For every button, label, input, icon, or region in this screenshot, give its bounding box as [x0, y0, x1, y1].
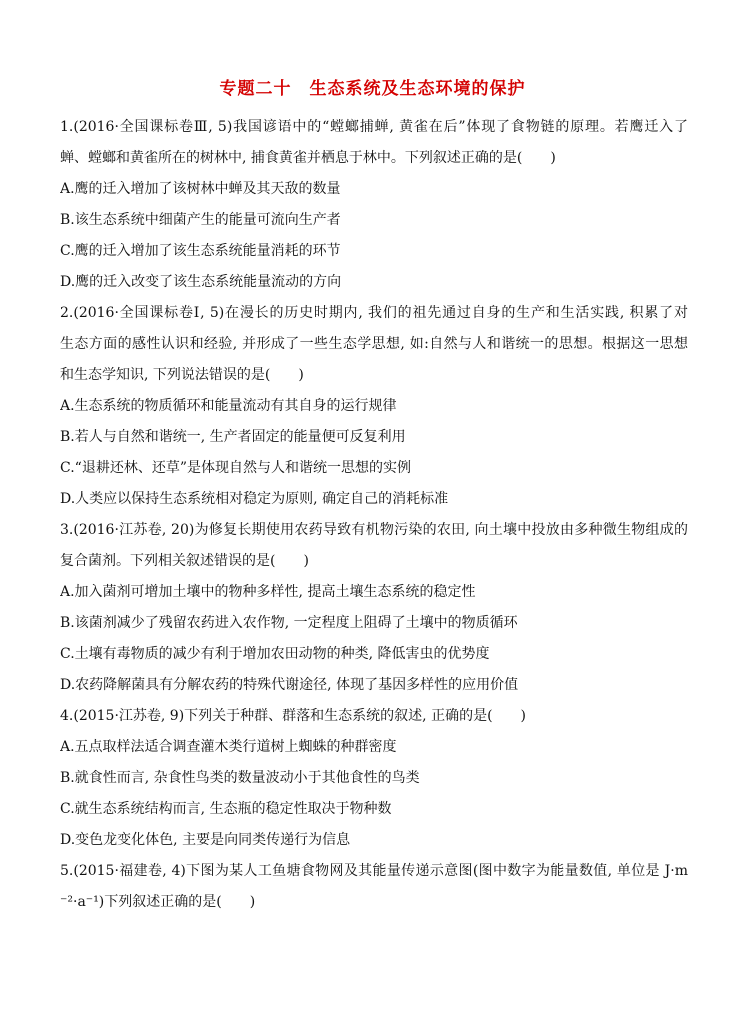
question-2 — [60, 298, 688, 515]
question-1 — [60, 112, 688, 298]
question-stem-line: ⁻²·a⁻¹)下列叙述正确的是( ) — [60, 894, 256, 910]
option-a: A.五点取样法适合调查灌木类行道树上蜘蛛的种群密度 — [60, 739, 397, 755]
option-b: B.该生态系统中细菌产生的能量可流向生产者 — [60, 212, 341, 228]
question-stem-line: 2.(2016·全国课标卷Ⅰ, 5)在漫长的历史时期内, 我们的祖先通过自身的生产和生活实践, 积累了对 — [60, 305, 688, 321]
question-stem-line: 1.(2016·全国课标卷Ⅲ, 5)我国谚语中的“螳螂捕蝉, 黄雀在后”体现了食物链的原理。若鹰迁入了 — [60, 119, 688, 135]
question-list — [60, 112, 688, 918]
option-a: A.鹰的迁入增加了该树林中蝉及其天敌的数量 — [60, 181, 341, 197]
question-stem-line: 和生态学知识, 下列说法错误的是( ) — [60, 367, 304, 383]
option-c: C.鹰的迁入增加了该生态系统能量消耗的环节 — [60, 243, 341, 259]
question-3 — [60, 515, 688, 701]
option-d: D.农药降解菌具有分解农药的特殊代谢途径, 体现了基因多样性的应用价值 — [60, 677, 519, 693]
title-topic-name: 生态系统及生态环境的保护 — [309, 79, 526, 99]
question-stem-line: 生态方面的感性认识和经验, 并形成了一些生态学思想, 如:自然与人和谐统一的思想。根据这一思想 — [60, 336, 688, 352]
option-d: D.人类应以保持生态系统相对稳定为原则, 确定自己的消耗标准 — [60, 491, 449, 507]
option-c: C.就生态系统结构而言, 生态瓶的稳定性取决于物种数 — [60, 801, 392, 817]
question-stem-line: 复合菌剂。下列相关叙述错误的是( ) — [60, 553, 309, 569]
option-d: D.变色龙变化体色, 主要是向同类传递行为信息 — [60, 832, 351, 848]
question-5 — [60, 856, 688, 918]
page-title — [0, 74, 745, 99]
option-c: C.土壤有毒物质的减少有利于增加农田动物的种类, 降低害虫的优势度 — [60, 646, 490, 662]
option-a: A.生态系统的物质循环和能量流动有其自身的运行规律 — [60, 398, 397, 414]
question-stem-line: 5.(2015·福建卷, 4)下图为某人工鱼塘食物网及其能量传递示意图(图中数字为能量数值, 单位是 J·m — [60, 863, 688, 879]
question-stem-line: 3.(2016·江苏卷, 20)为修复长期使用农药导致有机物污染的农田, 向土壤中投放由多种微生物组成的 — [60, 522, 688, 538]
option-a: A.加入菌剂可增加土壤中的物种多样性, 提高土壤生态系统的稳定性 — [60, 584, 476, 600]
question-stem-line: 4.(2015·江苏卷, 9)下列关于种群、群落和生态系统的叙述, 正确的是( ) — [60, 708, 526, 724]
option-b: B.该菌剂减少了残留农药进入农作物, 一定程度上阻碍了土壤中的物质循环 — [60, 615, 518, 631]
title-topic-number: 专题二十 — [219, 79, 292, 99]
option-b: B.就食性而言, 杂食性鸟类的数量波动小于其他食性的鸟类 — [60, 770, 420, 786]
option-d: D.鹰的迁入改变了该生态系统能量流动的方向 — [60, 274, 342, 290]
option-b: B.若人与自然和谐统一, 生产者固定的能量便可反复利用 — [60, 429, 406, 445]
question-4 — [60, 701, 688, 856]
question-stem-line: 蝉、螳螂和黄雀所在的树林中, 捕食黄雀并栖息于林中。下列叙述正确的是( ) — [60, 150, 556, 166]
option-c: C.“退耕还林、还草”是体现自然与人和谐统一思想的实例 — [60, 460, 411, 476]
